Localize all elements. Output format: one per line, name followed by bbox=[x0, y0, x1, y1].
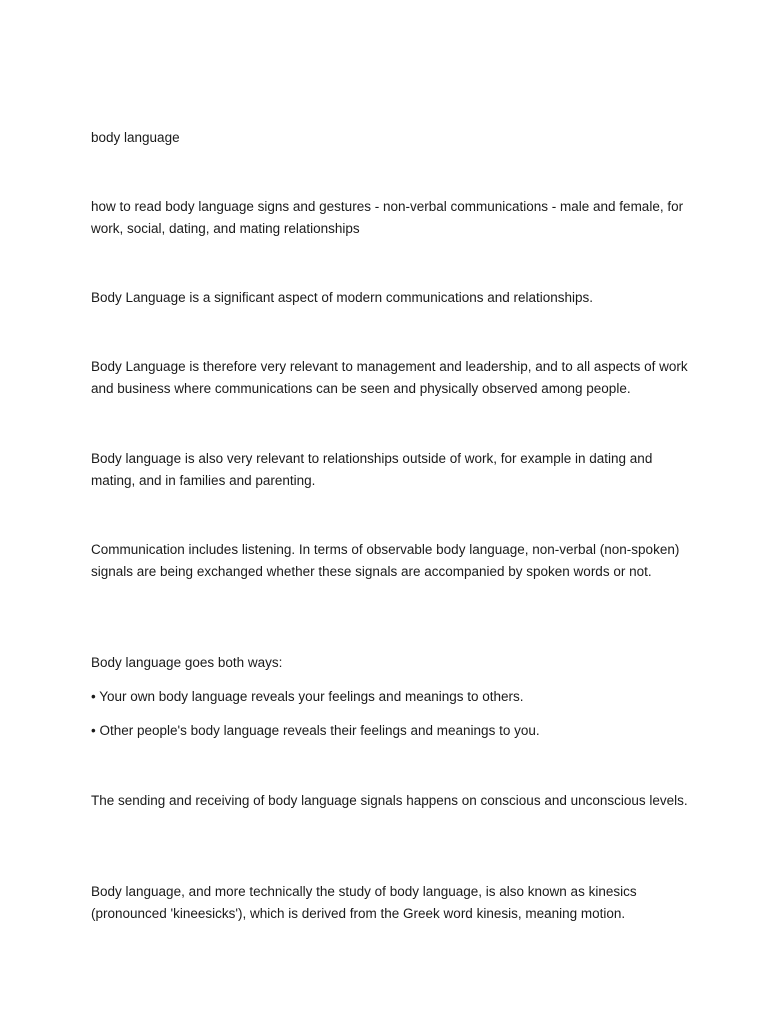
paragraph-management: Body Language is therefore very relevant to management and leadership, and to all aspects of work and business where communications can be seen and physically observed among people. bbox=[91, 359, 688, 396]
bullet-item-others: • Other people's body language reveals their feelings and meanings to you. bbox=[91, 723, 540, 738]
paragraph-conscious-levels: The sending and receiving of body language signals happens on conscious and unconscious levels. bbox=[91, 793, 688, 808]
document-title: body language bbox=[91, 130, 180, 145]
paragraph-kinesics: Body language, and more technically the study of body language, is also known as kinesics (pronounced 'kineesicks'), which is derived from the Greek word kinesis, meaning motion. bbox=[91, 884, 637, 921]
paragraph-both-ways: Body language goes both ways: bbox=[91, 655, 283, 670]
paragraph-intro: how to read body language signs and gestures - non-verbal communications - male and female, for work, social, dating, and mating relationships bbox=[91, 199, 684, 236]
paragraph-significance: Body Language is a significant aspect of modern communications and relationships. bbox=[91, 290, 594, 305]
paragraph-communication: Communication includes listening. In terms of observable body language, non-verbal (non-spoken) signals are being exchanged whether these signals are accompanied by spoken words or not. bbox=[91, 542, 680, 579]
bullet-item-own: • Your own body language reveals your feelings and meanings to others. bbox=[91, 689, 524, 704]
paragraph-relationships: Body language is also very relevant to relationships outside of work, for example in dating and mating, and in families and parenting. bbox=[91, 451, 653, 488]
